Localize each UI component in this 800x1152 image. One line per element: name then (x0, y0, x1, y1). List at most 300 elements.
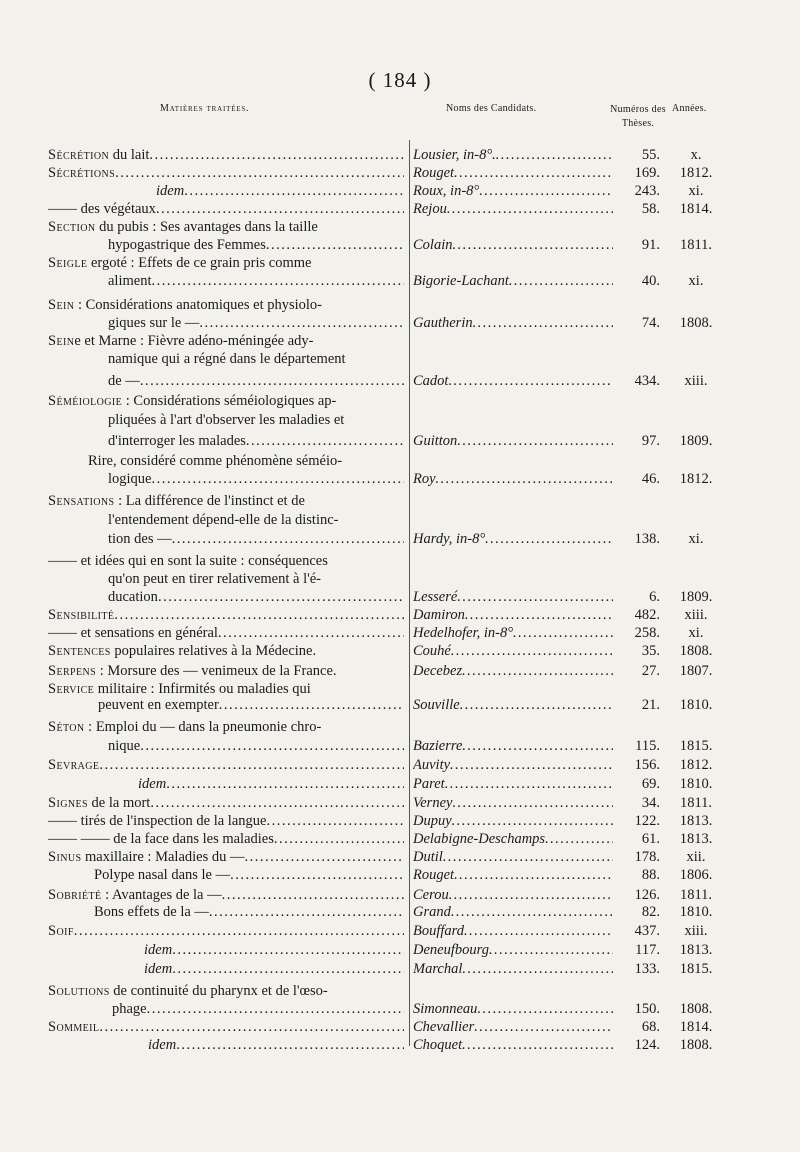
subject-cell (48, 606, 404, 624)
candidate-name: Cerou (413, 887, 449, 903)
leader-dots (156, 200, 404, 218)
subject-text: Sensations : La différence de l'instinct et de (48, 493, 305, 509)
candidate-cell (413, 530, 613, 548)
thesis-number: 258. (634, 625, 660, 641)
candidate-cell (413, 146, 613, 164)
table-row (0, 737, 800, 755)
candidate-cell (413, 922, 613, 940)
leader-dots (436, 470, 613, 488)
leader-dots (485, 530, 613, 548)
subject-text: —— des végétaux (48, 201, 156, 217)
subject-cell (48, 350, 404, 368)
candidate-cell (413, 756, 613, 774)
candidate-name: Bigorie-Lachant (413, 273, 509, 289)
leader-dots (473, 314, 613, 332)
candidate-cell (413, 1018, 613, 1036)
subject-text: Section du pubis : Ses avantages dans la taille (48, 219, 318, 235)
leader-dots (545, 830, 613, 848)
subject-text: Service militaire : Infirmités ou maladies qui (48, 681, 311, 697)
subject-text: logique (108, 471, 152, 487)
subject-text: giques sur le — (108, 315, 200, 331)
table-row (0, 236, 800, 254)
thesis-number: 58. (641, 201, 660, 217)
candidate-cell (413, 737, 613, 755)
candidate-cell (413, 848, 613, 866)
thesis-year: 1812. (679, 165, 713, 181)
subject-text: Sécrétion du lait (48, 147, 150, 163)
candidate-cell (413, 696, 613, 714)
thesis-year: 1814. (679, 1019, 713, 1035)
subject-text: Solutions de continuité du pharynx et de l'œso- (48, 983, 328, 999)
subject-text: Seigle ergoté : Effets de ce grain pris comme (48, 255, 312, 271)
subject-cell (48, 492, 404, 510)
thesis-year: 1811. (679, 887, 713, 903)
candidate-name: Couhé (413, 643, 451, 659)
candidate-name: Hedelhofer, in-8° (413, 625, 514, 641)
subject-cell (48, 314, 404, 332)
table-row (0, 452, 800, 470)
leader-dots (451, 903, 613, 921)
table-row (0, 941, 800, 959)
thesis-year: 1808. (679, 315, 713, 331)
header-candidats: Noms des Candidats. (446, 103, 537, 114)
candidate-name: Bazierre (413, 738, 463, 754)
subject-cell (48, 164, 404, 182)
subject-cell (48, 452, 404, 470)
subject-cell (48, 941, 404, 959)
leader-dots (140, 737, 404, 755)
thesis-number: 82. (641, 904, 660, 920)
subject-cell (48, 392, 404, 410)
thesis-year: 1808. (679, 643, 713, 659)
subject-cell (48, 146, 404, 164)
leader-dots (245, 848, 405, 866)
candidate-cell (413, 606, 613, 624)
candidate-name: Bouffard (413, 923, 465, 939)
thesis-number: 68. (641, 1019, 660, 1035)
leader-dots (445, 775, 613, 793)
leader-dots (489, 941, 613, 959)
subject-cell (48, 718, 404, 736)
subject-cell (48, 960, 404, 978)
thesis-number: 126. (634, 887, 660, 903)
thesis-number: 169. (634, 165, 660, 181)
subject-text: phage (112, 1001, 147, 1017)
thesis-year: 1815. (679, 961, 713, 977)
subject-cell (48, 903, 404, 921)
subject-text: tion des — (108, 531, 172, 547)
table-row (0, 756, 800, 774)
table-row (0, 812, 800, 830)
subject-text: Sinus maxillaire : Maladies du — (48, 849, 245, 865)
thesis-year: 1812. (679, 757, 713, 773)
subject-cell (48, 236, 404, 254)
candidate-cell (413, 775, 613, 793)
table-row (0, 218, 800, 236)
leader-dots (176, 1036, 404, 1054)
table-row (0, 392, 800, 410)
subject-cell (48, 794, 404, 812)
candidate-name: Delabigne-Deschamps (413, 831, 546, 847)
leader-dots (266, 236, 404, 254)
thesis-number: 97. (641, 433, 660, 449)
subject-cell (48, 296, 404, 314)
leader-dots (509, 272, 613, 290)
thesis-year: xii. (686, 849, 706, 865)
subject-cell (48, 866, 404, 884)
candidate-name: Paret (413, 776, 445, 792)
leader-dots (114, 606, 404, 624)
thesis-year: 1806. (679, 867, 713, 883)
table-row (0, 254, 800, 272)
thesis-number: 122. (634, 813, 660, 829)
table-row (0, 982, 800, 1000)
table-row (0, 350, 800, 368)
subject-text: Sobriété : Avantages de la — (48, 887, 222, 903)
thesis-number: 437. (634, 923, 660, 939)
table-row (0, 696, 800, 714)
thesis-year: 1811. (679, 237, 713, 253)
candidate-name: Simonneau (413, 1001, 478, 1017)
candidate-name: Lesseré (413, 589, 458, 605)
table-row (0, 146, 800, 164)
leader-dots (462, 737, 613, 755)
table-row (0, 886, 800, 904)
subject-cell (48, 775, 404, 793)
thesis-year: xiii. (684, 373, 708, 389)
thesis-number: 138. (634, 531, 660, 547)
candidate-name: Cadot (413, 373, 449, 389)
leader-dots (454, 866, 613, 884)
table-row (0, 272, 800, 290)
subject-text: idem (144, 961, 173, 977)
candidate-cell (413, 1036, 613, 1054)
subject-text: idem (148, 1037, 177, 1053)
thesis-number: 117. (635, 942, 660, 958)
candidate-name: Damiron (413, 607, 465, 623)
thesis-year: xi. (688, 273, 704, 289)
thesis-number: 35. (641, 643, 660, 659)
candidate-cell (413, 200, 613, 218)
subject-cell (48, 1018, 404, 1036)
candidate-name: Marchal (413, 961, 463, 977)
table-row (0, 903, 800, 921)
subject-cell (48, 432, 404, 450)
table-row (0, 492, 800, 510)
subject-text: namique qui a régné dans le département (108, 351, 346, 367)
subject-text: —— tirés de l'inspection de la langue (48, 813, 267, 829)
subject-text: Rire, considéré comme phénomène séméio- (88, 453, 343, 469)
candidate-cell (413, 886, 613, 904)
subject-cell (48, 886, 404, 904)
thesis-number: 74. (641, 315, 660, 331)
thesis-year: 1814. (679, 201, 713, 217)
subject-cell (48, 530, 404, 548)
subject-text: Séton : Emploi du — dans la pneumonie chro- (48, 719, 322, 735)
candidate-name: Rouget (413, 165, 455, 181)
leader-dots (99, 756, 404, 774)
subject-text: idem (156, 183, 185, 199)
leader-dots (158, 588, 404, 606)
candidate-cell (413, 164, 613, 182)
leader-dots (184, 182, 404, 200)
candidate-name: Rejou (413, 201, 447, 217)
leader-dots (448, 372, 613, 390)
thesis-number: 55. (641, 147, 660, 163)
thesis-year: x. (690, 147, 702, 163)
subject-text: Signes de la mort (48, 795, 151, 811)
subject-text: Sommeil (48, 1019, 100, 1035)
thesis-number: 115. (635, 738, 660, 754)
subject-text: Bons effets de la — (94, 904, 209, 920)
subject-text: —— et idées qui en sont la suite : conséquences (48, 553, 328, 569)
leader-dots (452, 812, 613, 830)
leader-dots (513, 624, 613, 642)
subject-cell (48, 552, 404, 570)
subject-cell (48, 254, 404, 272)
candidate-name: Roux, in-8° (413, 183, 480, 199)
subject-cell (48, 570, 404, 588)
subject-cell (48, 662, 404, 680)
table-row (0, 511, 800, 529)
thesis-year: 1812. (679, 471, 713, 487)
subject-cell (48, 218, 404, 236)
leader-dots (447, 200, 613, 218)
subject-text: d'interroger les malades (108, 433, 246, 449)
candidate-cell (413, 941, 613, 959)
leader-dots (172, 530, 404, 548)
leader-dots (496, 146, 613, 164)
table-row (0, 314, 800, 332)
candidate-cell (413, 642, 613, 660)
thesis-year: 1813. (679, 942, 713, 958)
thesis-year: xiii. (684, 607, 708, 623)
table-row (0, 432, 800, 450)
leader-dots (454, 164, 613, 182)
thesis-year: xi. (688, 531, 704, 547)
candidate-name: Decebez (413, 663, 463, 679)
table-row (0, 848, 800, 866)
subject-cell (48, 737, 404, 755)
table-row (0, 470, 800, 488)
subject-text: —— et sensations en général (48, 625, 218, 641)
leader-dots (266, 812, 404, 830)
table-row (0, 164, 800, 182)
candidate-cell (413, 624, 613, 642)
subject-text: aliment (108, 273, 152, 289)
subject-cell (48, 982, 404, 1000)
subject-text: hypogastrique des Femmes (108, 237, 266, 253)
candidate-name: Verney (413, 795, 453, 811)
table-row (0, 332, 800, 350)
subject-text: Sevrage (48, 757, 100, 773)
table-row (0, 960, 800, 978)
candidate-name: Colain (413, 237, 453, 253)
subject-text: —— —— de la face dans les maladies (48, 831, 274, 847)
table-row (0, 588, 800, 606)
subject-cell (48, 696, 404, 714)
candidate-cell (413, 588, 613, 606)
leader-dots (451, 642, 613, 660)
subject-text: Sensibilité (48, 607, 115, 623)
thesis-year: 1807. (679, 663, 713, 679)
leader-dots (219, 696, 404, 714)
thesis-year: 1815. (679, 738, 713, 754)
leader-dots (152, 272, 405, 290)
thesis-year: 1808. (679, 1037, 713, 1053)
subject-text: ducation (108, 589, 158, 605)
subject-text: qu'on peut en tirer relativement à l'é- (108, 571, 321, 587)
subject-cell (48, 1036, 404, 1054)
subject-cell (48, 830, 404, 848)
leader-dots (462, 960, 613, 978)
subject-cell (48, 470, 404, 488)
candidate-cell (413, 470, 613, 488)
table-row (0, 718, 800, 736)
candidate-name: Grand (413, 904, 451, 920)
subject-cell (48, 182, 404, 200)
table-row (0, 182, 800, 200)
candidate-cell (413, 182, 613, 200)
leader-dots (460, 696, 613, 714)
leader-dots (479, 182, 613, 200)
thesis-number: 88. (641, 867, 660, 883)
thesis-number: 69. (641, 776, 660, 792)
subject-cell (48, 812, 404, 830)
thesis-number: 243. (634, 183, 660, 199)
leader-dots (230, 866, 404, 884)
subject-text: Sein : Considérations anatomiques et physiolo- (48, 297, 323, 313)
subject-text: l'entendement dépend-elle de la distinc- (108, 512, 339, 528)
subject-text: Serpens : Morsure des — venimeux de la France. (48, 663, 337, 679)
candidate-name: Souville (413, 697, 460, 713)
header-numeros: Numéros des Thèses. (610, 104, 666, 129)
thesis-year: 1809. (679, 433, 713, 449)
thesis-number: 178. (634, 849, 660, 865)
subject-cell (48, 272, 404, 290)
candidate-cell (413, 272, 613, 290)
thesis-number: 61. (641, 831, 660, 847)
subject-text: Polype nasal dans le — (94, 867, 231, 883)
leader-dots (462, 1036, 613, 1054)
thesis-number: 150. (634, 1001, 660, 1017)
candidate-name: Hardy, in-8° (413, 531, 486, 547)
leader-dots (474, 1018, 613, 1036)
candidate-cell (413, 662, 613, 680)
table-row (0, 624, 800, 642)
candidate-cell (413, 236, 613, 254)
leader-dots (452, 794, 613, 812)
thesis-number: 27. (641, 663, 660, 679)
leader-dots (99, 1018, 404, 1036)
thesis-number: 46. (641, 471, 660, 487)
thesis-number: 133. (634, 961, 660, 977)
leader-dots (462, 662, 613, 680)
leader-dots (450, 756, 613, 774)
subject-cell (48, 922, 404, 940)
thesis-year: 1810. (679, 776, 713, 792)
candidate-cell (413, 1000, 613, 1018)
table-row (0, 866, 800, 884)
leader-dots (147, 1000, 404, 1018)
table-row (0, 830, 800, 848)
thesis-number: 6. (649, 589, 660, 605)
leader-dots (199, 314, 404, 332)
thesis-number: 482. (634, 607, 660, 623)
candidate-name: Dupuy (413, 813, 452, 829)
subject-cell (48, 411, 404, 429)
table-row (0, 530, 800, 548)
header-annees: Années. (672, 103, 707, 114)
leader-dots (465, 606, 613, 624)
leader-dots (140, 372, 404, 390)
leader-dots (477, 1000, 613, 1018)
subject-cell (48, 511, 404, 529)
candidate-name: Rouget (413, 867, 455, 883)
subject-text: nique (108, 738, 141, 754)
subject-text: peuvent en exempter (98, 697, 219, 713)
leader-dots (457, 588, 613, 606)
candidate-cell (413, 830, 613, 848)
leader-dots (246, 432, 404, 450)
leader-dots (452, 236, 613, 254)
thesis-number: 156. (634, 757, 660, 773)
candidate-name: Auvity (413, 757, 451, 773)
header-matieres: Matières traitées. (160, 103, 250, 114)
table-row (0, 372, 800, 390)
candidate-name: Guitton (413, 433, 458, 449)
leader-dots (464, 922, 613, 940)
thesis-year: 1810. (679, 904, 713, 920)
subject-cell (48, 332, 404, 350)
candidate-cell (413, 812, 613, 830)
leader-dots (449, 886, 613, 904)
thesis-year: 1813. (679, 813, 713, 829)
subject-text: Séméiologie : Considérations séméiologiques ap- (48, 393, 337, 409)
thesis-year: 1811. (679, 795, 713, 811)
leader-dots (274, 830, 404, 848)
leader-dots (74, 922, 404, 940)
leader-dots (172, 941, 404, 959)
candidate-name: Chevallier (413, 1019, 475, 1035)
subject-text: idem (144, 942, 173, 958)
table-row (0, 662, 800, 680)
candidate-cell (413, 903, 613, 921)
table-row (0, 1018, 800, 1036)
candidate-cell (413, 960, 613, 978)
subject-cell (48, 848, 404, 866)
leader-dots (172, 960, 404, 978)
table-row (0, 794, 800, 812)
thesis-number: 91. (641, 237, 660, 253)
candidate-name: Choquet (413, 1037, 463, 1053)
thesis-year: xi. (688, 183, 704, 199)
leader-dots (149, 146, 404, 164)
leader-dots (209, 903, 404, 921)
candidate-name: Lousier, in-8°. (413, 147, 496, 163)
table-row (0, 411, 800, 429)
subject-cell (48, 200, 404, 218)
table-row (0, 922, 800, 940)
subject-cell (48, 588, 404, 606)
subject-cell (48, 756, 404, 774)
thesis-year: xi. (688, 625, 704, 641)
candidate-cell (413, 866, 613, 884)
table-row (0, 570, 800, 588)
candidate-cell (413, 372, 613, 390)
thesis-number: 34. (641, 795, 660, 811)
thesis-year: 1808. (679, 1001, 713, 1017)
